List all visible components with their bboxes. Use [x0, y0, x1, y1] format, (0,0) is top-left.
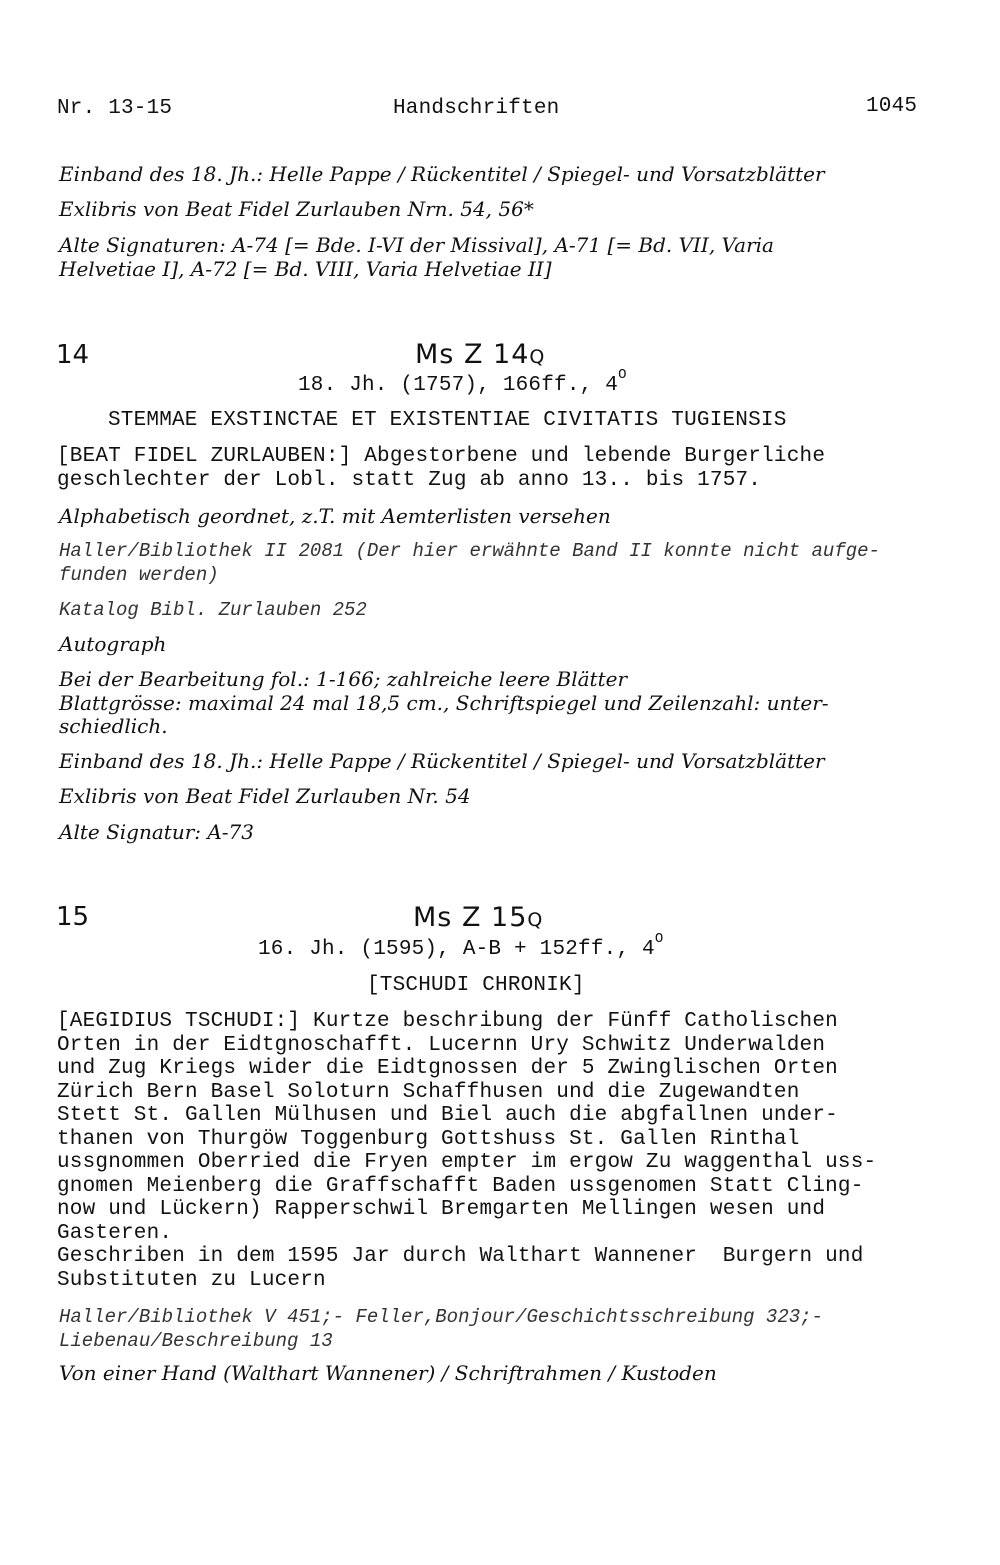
- entry-14-shelfmark-main: Ms Z 14: [415, 339, 530, 370]
- entry-15-description-line: gnomen Meienberg die Graffschafft Baden ussgenomen Statt Cling-: [57, 1174, 864, 1198]
- running-header-title: Handschriften: [393, 97, 560, 120]
- prev-old-signatures-line: Alte Signaturen: A-74 [= Bde. I-VI der Missival], A-71 [= Bd. VII, Varia: [59, 233, 774, 257]
- entry-15-shelfmark-suffix: Q: [527, 909, 544, 931]
- entry-15-description-line: Stett St. Gallen Mülhusen und Biel auch die abgfallnen under-: [57, 1104, 838, 1127]
- entry-14-shelfmark-suffix: Q: [529, 346, 546, 368]
- entry-14-catalog: Katalog Bibl. Zurlauben 252: [59, 599, 367, 621]
- entry-14-exlibris: Exlibris von Beat Fidel Zurlauben Nr. 54: [59, 784, 471, 808]
- entry-15-format-sup: O: [654, 931, 664, 947]
- prev-old-signatures-line: Helvetiae I], A-72 [= Bd. VIII, Varia Helvetiae II]: [59, 256, 552, 281]
- entry-15-description-line: Zürich Bern Basel Soloturn Schaffhusen und die Zugewandten: [57, 1080, 800, 1104]
- entry-15-description-line: Substituten zu Lucern: [57, 1268, 326, 1292]
- entry-14-literature: [59, 540, 880, 587]
- entry-14-dating: [298, 367, 627, 398]
- entry-14-format-sup: O: [618, 367, 627, 383]
- entry-15-description-line: [AEGIDIUS TSCHUDI:] Kurtze beschribung der Fünff Catholischen: [57, 1010, 838, 1033]
- entry-15-literature-line: Liebenau/Beschreibung 13: [59, 1329, 333, 1352]
- entry-15-description-line: und Zug Kriegs wider die Eidtgnossen der 5 Zwinglischen Orten: [57, 1057, 838, 1080]
- entry-14-foliation: [59, 668, 829, 739]
- entry-15-hands: Von einer Hand (Walthart Wannener) / Schriftrahmen / Kustoden: [59, 1361, 717, 1385]
- entry-14-description-line: [BEAT FIDEL ZURLAUBEN:] Abgestorbene und lebende Burgerliche: [57, 445, 826, 468]
- entry-14-description: [57, 445, 825, 492]
- entry-15-description-line: Orten in der Eidtgnoschafft. Lucernn Ury Schwitz Underwalden: [57, 1033, 826, 1057]
- entry-14-foliation-line: Blattgrösse: maximal 24 mal 18,5 cm., Schriftspiegel und Zeilenzahl: unter-: [59, 690, 829, 715]
- entry-14-literature-line: funden werden): [59, 563, 219, 586]
- entry-15-description-line: now und Lückern) Rapperschwil Bremgarten Mellingen wesen und: [57, 1198, 826, 1221]
- entry-14-old-signature: Alte Signatur: A-73: [59, 820, 254, 844]
- entry-15-dating: [258, 931, 664, 962]
- entry-15-shelfmark-main: Ms Z 15: [413, 902, 528, 933]
- entry-15-title: [TSCHUDI CHRONIK]: [367, 974, 585, 997]
- entry-14-literature-line: Haller/Bibliothek II 2081 (Der hier erwähnte Band II konnte nicht aufge-: [59, 540, 880, 562]
- entry-14-description-line: geschlechter der Lobl. statt Zug ab anno 13.. bis 1757.: [57, 468, 762, 492]
- entry-15-description: [57, 1010, 876, 1292]
- entry-15-number: 15: [56, 902, 90, 932]
- entry-15-literature: [59, 1306, 823, 1353]
- entry-15-dating-text: 16. Jh. (1595), A-B + 152ff., 4: [258, 938, 655, 961]
- running-header-left: Nr. 13-15: [57, 97, 173, 120]
- entry-14-binding: Einband des 18. Jh.: Helle Pappe / Rückentitel / Spiegel- und Vorsatzblätter: [59, 749, 825, 773]
- entry-14-arrangement: Alphabetisch geordnet, z.T. mit Aemterlisten versehen: [59, 504, 611, 528]
- entry-14-shelfmark: [415, 339, 545, 370]
- entry-15-description-line: thanen von Thurgöw Toggenburg Gottshuss St. Gallen Rinthal: [57, 1127, 800, 1151]
- prev-exlibris: Exlibris von Beat Fidel Zurlauben Nrn. 54, 56*: [59, 197, 534, 221]
- prev-old-signatures: [59, 234, 774, 281]
- entry-15-description-line: Gasteren.: [57, 1221, 173, 1245]
- entry-14-autograph: Autograph: [59, 632, 167, 656]
- entry-14-foliation-line: schiedlich.: [59, 714, 168, 738]
- entry-14-dating-text: 18. Jh. (1757), 166ff., 4: [298, 374, 619, 397]
- entry-15-description-line: ussgnommen Oberried die Fryen empter im ergow Zu waggenthal uss-: [57, 1151, 877, 1174]
- prev-binding: Einband des 18. Jh.: Helle Pappe / Rückentitel / Spiegel- und Vorsatzblätter: [59, 162, 825, 186]
- entry-14-foliation-line: Bei der Bearbeitung fol.: 1-166; zahlreiche leere Blätter: [59, 667, 628, 691]
- entry-15-shelfmark: [413, 902, 543, 933]
- page-number: 1045: [866, 95, 918, 118]
- entry-15-description-line: Geschriben in dem 1595 Jar durch Walthart Wannener Burgern und: [57, 1245, 864, 1268]
- entry-15-literature-line: Haller/Bibliothek V 451;- Feller,Bonjour/Geschichtsschreibung 323;-: [59, 1306, 823, 1328]
- entry-14-title: STEMMAE EXSTINCTAE ET EXISTENTIAE CIVITATIS TUGIENSIS: [108, 409, 787, 432]
- entry-14-number: 14: [56, 340, 90, 370]
